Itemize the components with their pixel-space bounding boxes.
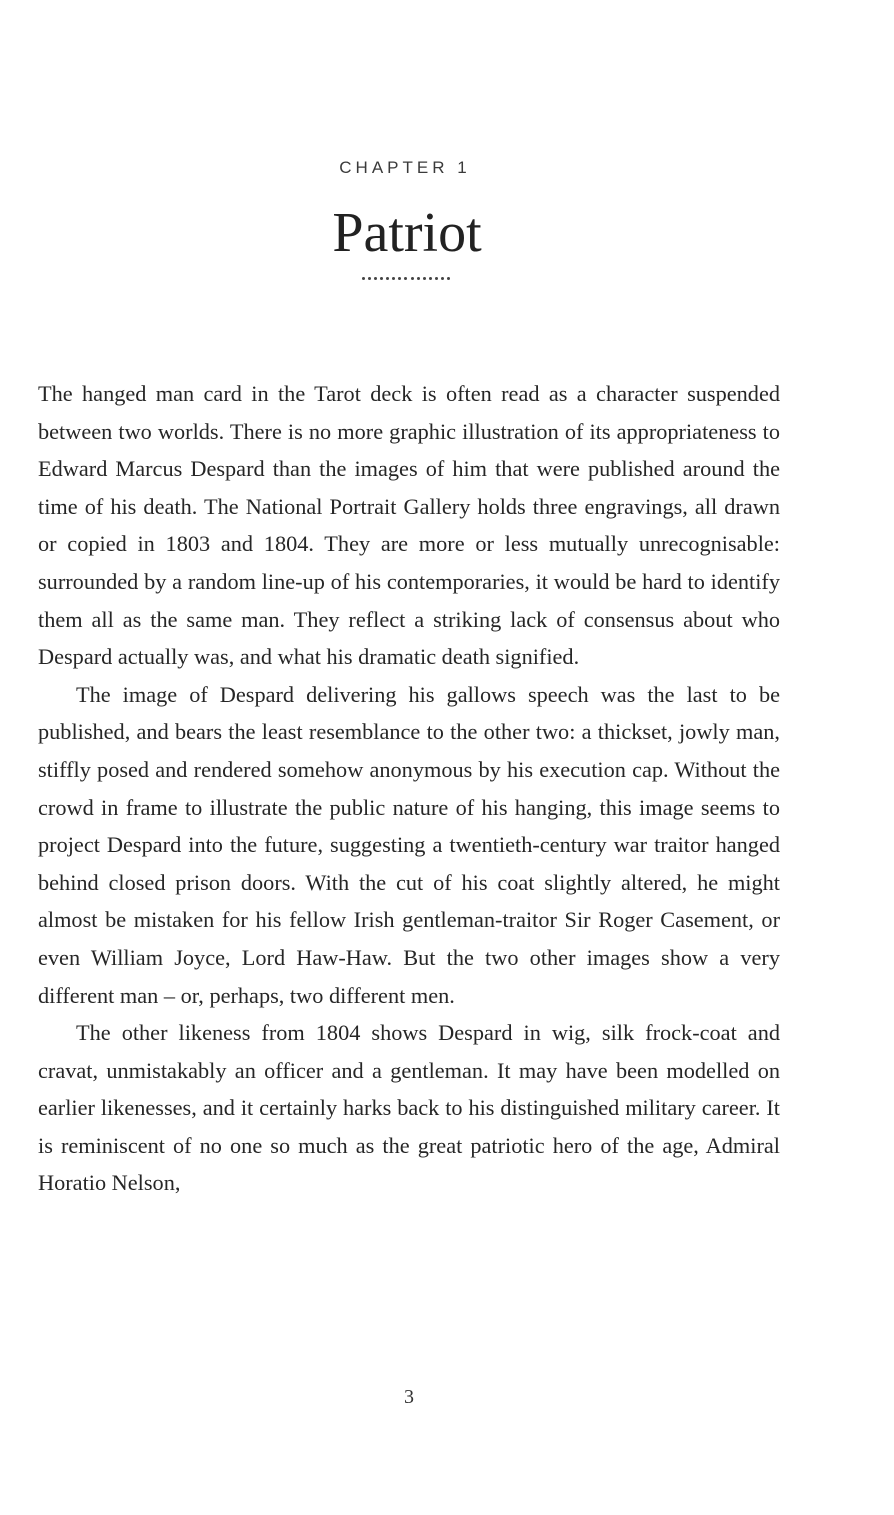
paragraph-3: The other likeness from 1804 shows Despard in wig, silk frock-coat and cravat, unmistakably an officer and a gentleman. It may have been modelled on earlier likenesses, and it certainly harks back to his distinguished military career. It is reminiscent of no one so much as the great patriotic hero of the age, Admiral Horatio Nelson, xyxy=(38,1020,780,1196)
chapter-label: CHAPTER 1 xyxy=(339,158,471,177)
page-number: 3 xyxy=(404,1386,414,1408)
chapter-body xyxy=(38,375,780,1202)
dotted-ornament xyxy=(362,272,450,284)
chapter-title: Patriot xyxy=(332,202,482,264)
paragraph-1: The hanged man card in the Tarot deck is often read as a character suspended between two worlds. There is no more graphic illustration of its appropriateness to Edward Marcus Despard than the images of him that were published around the time of his death. The National Portrait Gallery holds three engravings, all drawn or copied in 1803 and 1804. They are more or less mutually unrecognisable: surrounded by a random line-up of his contemporaries, it would be hard to identify them all as the same man. They reflect a striking lack of consensus about who Despard actually was, and what his dramatic death signified. xyxy=(38,381,780,670)
paragraph-2: The image of Despard delivering his gallows speech was the last to be published, and bears the least resemblance to the other two: a thickset, jowly man, stiffly posed and rendered somehow anonymous by his execution cap. Without the crowd in frame to illustrate the public nature of his hanging, this image seems to project Despard into the future, suggesting a twentieth-century war traitor hanged behind closed prison doors. With the cut of his coat slightly altered, he might almost be mistaken for his fellow Irish gentleman-traitor Sir Roger Casement, or even William Joyce, Lord Haw-Haw. But the two other images show a very different man – or, perhaps, two different men. xyxy=(38,681,780,1008)
